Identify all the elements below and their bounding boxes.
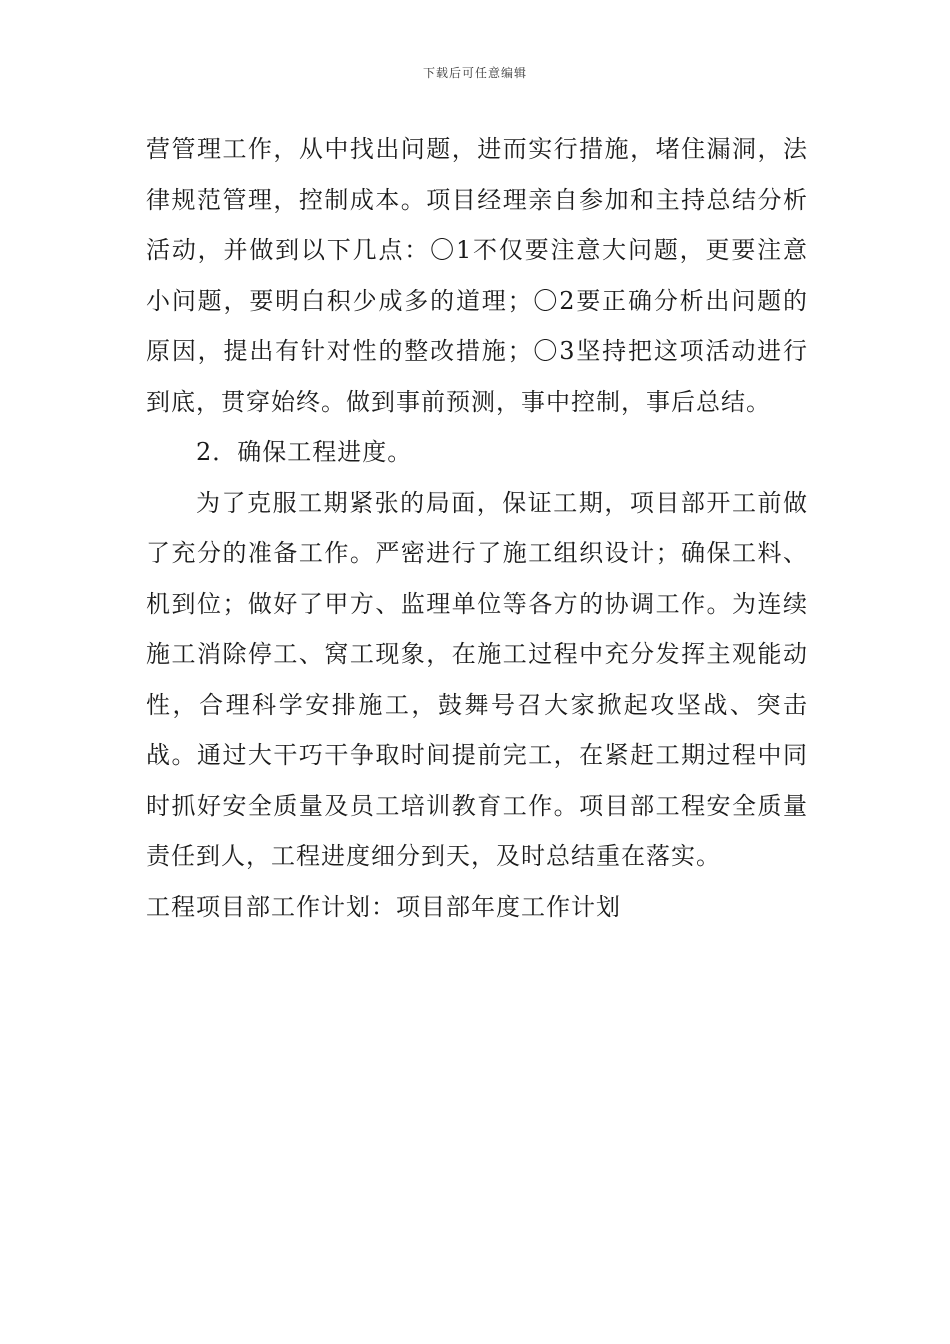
document-title-line: 工程项目部工作计划：项目部年度工作计划 bbox=[146, 892, 621, 921]
paragraph-schedule: 为了克服工期紧张的局面，保证工期，项目部开工前做了充分的准备工作。严密进行了施工组织设计；确保工料、机到位；做好了甲方、监理单位等各方的协调工作。为连续施工消除停工、窝工现象，在施工过程中充分发挥主观能动性，合理科学安排施工，鼓舞号召大家掀起攻坚战、突击战。通过大干巧干争取时间提前完工，在紧赶工期过程中同时抓好安全质量及员工培训教育工作。项目部工程安全质量责任到人，工程进度细分到天，及时总结重在落实。 bbox=[146, 488, 808, 870]
page-header: 下载后可任意编辑 bbox=[422, 66, 527, 80]
document-body bbox=[146, 124, 808, 932]
section-heading-schedule: 2．确保工程进度。 bbox=[196, 438, 413, 466]
paragraph-cost-control: 营管理工作，从中找出问题，进而实行措施，堵住漏洞，法律规范管理，控制成本。项目经理亲自参加和主持总结分析活动，并做到以下几点：〇1不仅要注意大问题，更要注意小问题，要明白积少成多的道理；〇2要正确分析出问题的原因，提出有针对性的整改措施；〇3坚持把这项活动进行到底，贯穿始终。做到事前预测，事中控制，事后总结。 bbox=[146, 135, 808, 416]
